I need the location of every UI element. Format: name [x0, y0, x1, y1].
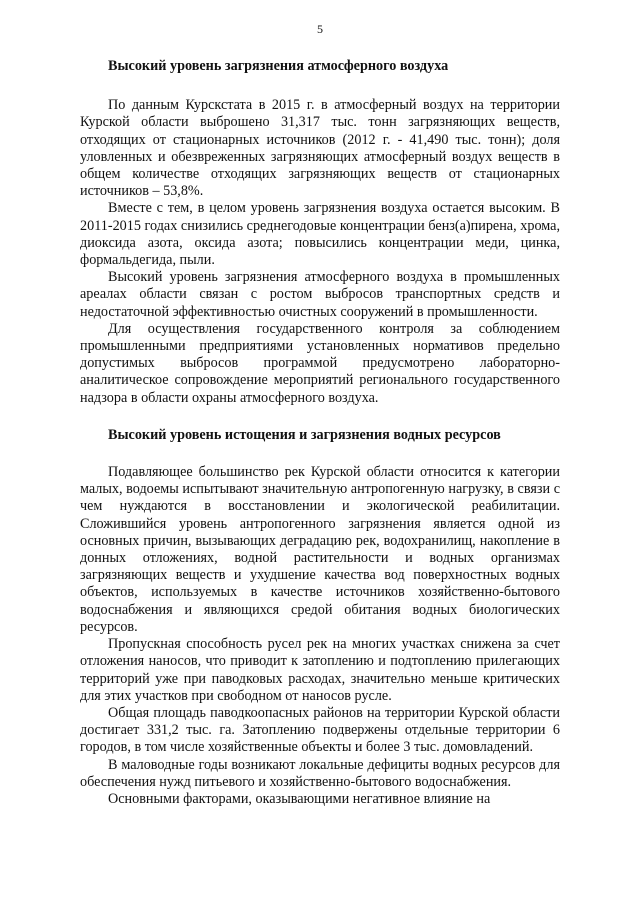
paragraph: Общая площадь паводкоопасных районов на территории Курской области достигает 331,2 тыс. га. Затоплению подвержены отдельные территории 6 городов, в том числе хозяйственные объекты и более 3 тыс. домовладений.: [80, 704, 560, 756]
paragraph: Подавляющее большинство рек Курской области относится к категории малых, водоемы испытывают значительную антропогенную нагрузку, в связи с чем нуждаются в восстановлении и экологической реабилитации. Сложившийся уровень антропогенного загрязнения является одной из основных причин, вызывающих деградацию рек, водохранилищ, накопление в донных отложениях, водной растительности и водных организмах загрязняющих веществ и ухудшение качества вод поверхностных водных объектов, используемых в качестве источников хозяйственно-бытового водоснабжения и являющихся средой обитания водных биологических ресурсов.: [80, 464, 560, 635]
page-number: 5: [317, 22, 323, 36]
paragraph: Пропускная способность русел рек на многих участках снижена за счет отложения наносов, что приводит к затоплению и подтоплению прилегающих территорий уже при паводковых расходах, значительно меньше критических для этих участков при свободном от наносов русле.: [80, 636, 560, 704]
paragraph: Для осуществления государственного контроля за соблюдением промышленными предприятиями установленных нормативов предельно допустимых выбросов программой предусмотрено лабораторно-аналитическое сопровождение мероприятий регионального государственного надзора в области охраны атмосферного воздуха.: [80, 320, 560, 406]
paragraph: Высокий уровень загрязнения атмосферного воздуха в промышленных ареалах области связан с ростом выбросов транспортных средств и недостаточной эффективностью очистных сооружений в промышленности.: [80, 269, 560, 320]
section-heading-water: Высокий уровень истощения и загрязнения водных ресурсов: [108, 426, 501, 443]
document-body: [80, 58, 560, 808]
paragraph: Вместе с тем, в целом уровень загрязнения воздуха остается высоким. В 2011-2015 годах снизились среднегодовые концентрации бенз(а)пирена, хрома, диоксида азота, оксида азота; повысились концентрации меди, цинка, формальдегида, пыли.: [80, 200, 560, 269]
section-heading-air: Высокий уровень загрязнения атмосферного воздуха: [108, 58, 449, 74]
paragraph: В маловодные годы возникают локальные дефициты водных ресурсов для обеспечения нужд питьевого и хозяйственно-бытового водоснабжения.: [80, 756, 560, 790]
paragraph: По данным Курскстата в 2015 г. в атмосферный воздух на территории Курской области выброшено 31,317 тыс. тонн загрязняющих веществ, отходящих от стационарных источников (2012 г. - 41,490 тыс. тонн); доля уловленных и обезвреженных загрязняющих атмосферный воздух веществ в общем количестве отходящих загрязняющих веществ от стационарных источников – 53,8%.: [80, 97, 560, 200]
paragraph: Основными факторами, оказывающими негативное влияние на: [108, 790, 491, 807]
